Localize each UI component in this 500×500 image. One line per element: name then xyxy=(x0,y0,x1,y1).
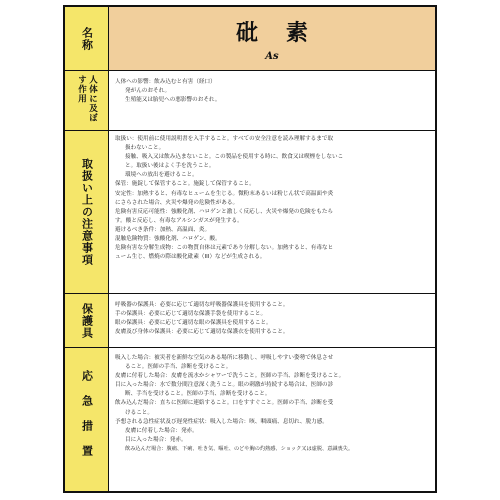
handling-line: にさらされた場合、火災や爆発の危険性がある。 xyxy=(115,199,239,206)
first-aid-label: 応急措置 xyxy=(80,369,94,470)
handling-line: 接触、吸入又は飲み込まないこと。この製品を使用する時に、飲食又は喫煙をしないこ xyxy=(125,154,344,161)
handling-line: す。酸と反応し、有毒なアルシンガスが発生する。 xyxy=(115,217,243,224)
protection-line: 眼の保護具：必要に応じて適切な眼の保護具を使用すること。 xyxy=(115,320,272,327)
chemical-formula: As xyxy=(265,50,279,62)
handling-line: ューム生じ、燃焼の際は酸化砒素（III）などが生成される。 xyxy=(115,254,266,261)
protection-label: 保護具 xyxy=(80,302,94,339)
first-aid-line: 目に入った場合：水で数分間注意深く洗うこと。眼の刺激が持続する場合は、医師の診 xyxy=(115,382,334,389)
hazard-sign xyxy=(63,5,437,493)
handling-line: 混触危険物質：強酸化剤、ハロゲン、酸。 xyxy=(115,236,221,243)
title-box xyxy=(109,7,435,70)
first-aid-line: 吸入した場合：被災者を新鮮な空気のある場所に移動し、呼吸しやすい姿勢で休息させ xyxy=(115,355,334,361)
handling-line: 危険有害な分解生成物：この物質自体は元素であり分解しない。加熱すると、有毒なヒ xyxy=(115,245,334,252)
protection-line: 呼吸器の保護具：必要に応じて適切な呼吸器保護具を使用すること。 xyxy=(115,302,289,308)
first-aid-line: 飲み込んだ場合：直ちに医師に連絡すること。口をすすぐこと。医師の手当、診断を受 xyxy=(115,400,334,407)
protection-line: 皮膚及び身体の保護具：必要に応じて適切な保護衣を使用すること。 xyxy=(115,329,289,336)
first-aid-line: 目に入った場合：発赤。 xyxy=(125,436,187,443)
name-label: 名称 xyxy=(80,26,94,51)
handling-line: 保管：施錠して保管すること。施錠して保管すること。 xyxy=(115,181,255,188)
first-aid-label-cell xyxy=(65,348,109,491)
first-aid-line: 飲み込んだ場合：腹痛、下痢、吐き気、嘔吐、のどや胸の灼熱感、ショック又は虚脱、意識喪失。 xyxy=(125,445,354,452)
effects-label-cell xyxy=(65,71,109,130)
handling-label: 取扱い上の注意事項 xyxy=(80,158,94,266)
handling-content xyxy=(109,131,435,293)
handling-line: 危険有害反応可能性：強酸化剤、ハロゲンと激しく反応し、火災や爆発の危険をもたら xyxy=(115,208,334,215)
handling-label-cell xyxy=(65,131,109,293)
first-aid-line: 皮膚に付着した場合：皮膚を流水かシャワーで洗うこと。医師の手当、診断を受けること。 xyxy=(115,373,345,380)
substance-name: 砒 素 xyxy=(236,20,318,46)
protection-line: 手の保護具：必要に応じて適切な保護手袋を使用すること。 xyxy=(115,311,267,318)
handling-row xyxy=(65,131,435,294)
effects-line: 生殖能又は胎児への悪影響のおそれ。 xyxy=(125,97,221,104)
protection-content xyxy=(109,294,435,347)
effects-line: 人体への影響：飲み込むと有害（経口） xyxy=(115,79,216,85)
effects-label: 人体に及ぼす作用 xyxy=(76,74,98,122)
effects-line: 発がんのおそれ。 xyxy=(125,88,171,95)
first-aid-line: 断、手当を受けること。医師の手当、診断を受けること。 xyxy=(125,391,271,398)
effects-row xyxy=(65,71,435,131)
handling-line: 取扱い：使用前に使用説明書を入手すること。すべての安全注意を読み理解するまで取 xyxy=(115,136,334,142)
first-aid-content xyxy=(109,348,435,491)
first-aid-line: けること。 xyxy=(125,409,153,416)
first-aid-line: 皮膚に付着した場合：発赤。 xyxy=(125,427,198,434)
effects-content xyxy=(109,71,435,130)
name-label-cell xyxy=(65,7,109,70)
handling-line: 扱わないこと。 xyxy=(125,145,165,152)
handling-line: 避けるべき条件：加熱、高温面、炎。 xyxy=(115,226,211,233)
handling-line: 環境への放出を避けること。 xyxy=(125,172,198,179)
handling-line: 安定性：加熱すると、有毒なヒュームを生じる。微粉末あるいは粉じん状で高温面や炎 xyxy=(115,190,334,197)
title-row xyxy=(65,7,435,71)
first-aid-line: 予想される急性症状及び遅発性症状：吸入した場合：咳、咽頭痛、息切れ、脱力感。 xyxy=(115,418,328,425)
protection-row xyxy=(65,294,435,348)
handling-line: と。取扱い後はよく手を洗うこと。 xyxy=(125,163,215,170)
protection-label-cell xyxy=(65,294,109,347)
first-aid-line: ること。医師の手当、診断を受けること。 xyxy=(125,364,232,371)
first-aid-row xyxy=(65,348,435,491)
